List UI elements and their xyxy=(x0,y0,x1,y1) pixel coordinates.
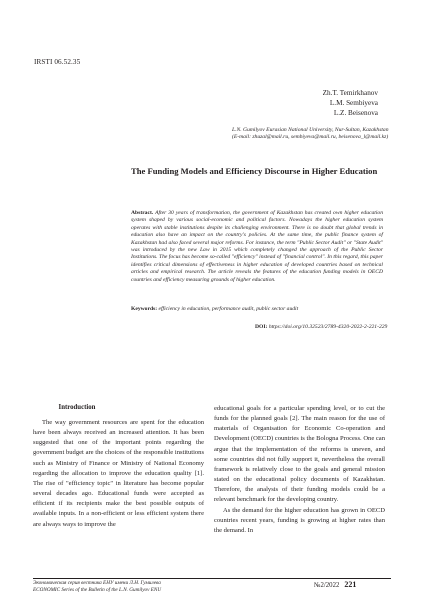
author-name: L.M. Sembiyeva xyxy=(329,99,378,107)
doi[interactable] xyxy=(255,324,387,330)
affiliation-institution: L.N. Gumilyov Eurasian National University, Nur-Sultan, Kazakhstan xyxy=(232,127,389,133)
issue-number: №2/2022 xyxy=(314,582,340,589)
keywords-label: Keywords: xyxy=(131,306,158,312)
irsti-code: IRSTI 06.52.35 xyxy=(34,58,81,66)
footer-journal-en: ECONOMIC Series of the Bulletin of the L.N. Gumilyov ENU xyxy=(33,586,162,593)
abstract-label: Abstract. xyxy=(131,210,154,216)
body-column-right xyxy=(214,404,385,536)
page-number: 221 xyxy=(344,580,357,589)
article-title: The Funding Models and Efficiency Discourse in Higher Education xyxy=(131,166,378,176)
abstract xyxy=(131,210,383,284)
author-name: Zh.T. Temirkhanov xyxy=(322,89,378,97)
footer-journal xyxy=(33,580,161,594)
footer-issue xyxy=(314,580,356,589)
body-column-left xyxy=(33,418,204,530)
abstract-text: After 30 years of transformation, the government of Kazakhstan has created own higher education system shaped by various social-economic and political factors. Nowadays the higher education system operates with stable institutions despite its challenging environment. There is no doubt that global trends in education also have an impact on the country's policies. At the same time, the public finance system of Kazakhstan had also faced several major reforms. For instance, the term "Public Sector Audit" or "State Audit" was introduced by the new Law in 2015 which completely changed the approach of the Public Sector Institutions. The focus has become so-called "efficiency" instead of "financial control". In this regard, this paper identifies critical dimensions of effectiveness in higher education of developed countries based on technical articles and empirical research. The article reveals the features of the education funding models in OECD countries and efficiency measuring grounds of higher education. xyxy=(131,210,383,283)
keywords xyxy=(131,306,383,312)
paragraph: As the demand for the higher education has grown in OECD countries recent years, funding is growing at higher rates than the demand. In xyxy=(214,506,385,534)
affiliation-emails: (E-mail: zhuzal@mail.ru, sembiyeva@mail.ru, beisenova_l@mail.kz) xyxy=(232,134,389,141)
paragraph: The way government resources are spent for the education have been always received an increased attention. It has been suggested that one of the important points regarding the government budget are the choices of the responsible institutions such as Ministry of Finance or Ministry of National Economy regarding the allocation to improve the education quality [1]. The rise of "efficiency topic" in literature has become popular several decades ago. Educational funds were accepted as efficient if its recipients make the best possible outputs of available inputs. In a non-efficient or less efficient system there are always ways to improve the xyxy=(33,419,204,528)
doi-link[interactable]: https://doi.org/10.32523/2789-4320-2022-2-221-229 xyxy=(267,324,388,330)
section-heading: Introduction xyxy=(58,404,96,411)
footer-rule xyxy=(33,578,391,579)
author-list xyxy=(323,88,378,118)
author-name: L.Z. Beisenova xyxy=(333,109,378,117)
paragraph: educational goals for a particular spending level, or to cut the funds for the planned goals [2]. The main reason for the use of materials of Organisation for Economic Co-operation and Development (OECD) countries is the Bologna Process. One can argue that the implementation of the reforms is uneven, and some countries did not fully support it, nevertheless the overall framework is relatively close to the goals and general mission stated on the educational policy documents of Kazakhstan. Therefore, the analysis of their funding models could be a relevant benchmark for the developing country. xyxy=(214,405,385,504)
keywords-text: efficiency in education, performance audit, public sector audit xyxy=(157,306,299,312)
footer-journal-kz: Экономическая серия вестника ЕНУ имени Л.Н. Гумилева xyxy=(33,580,161,586)
affiliation xyxy=(232,127,392,141)
doi-label: DOI: xyxy=(255,324,268,330)
